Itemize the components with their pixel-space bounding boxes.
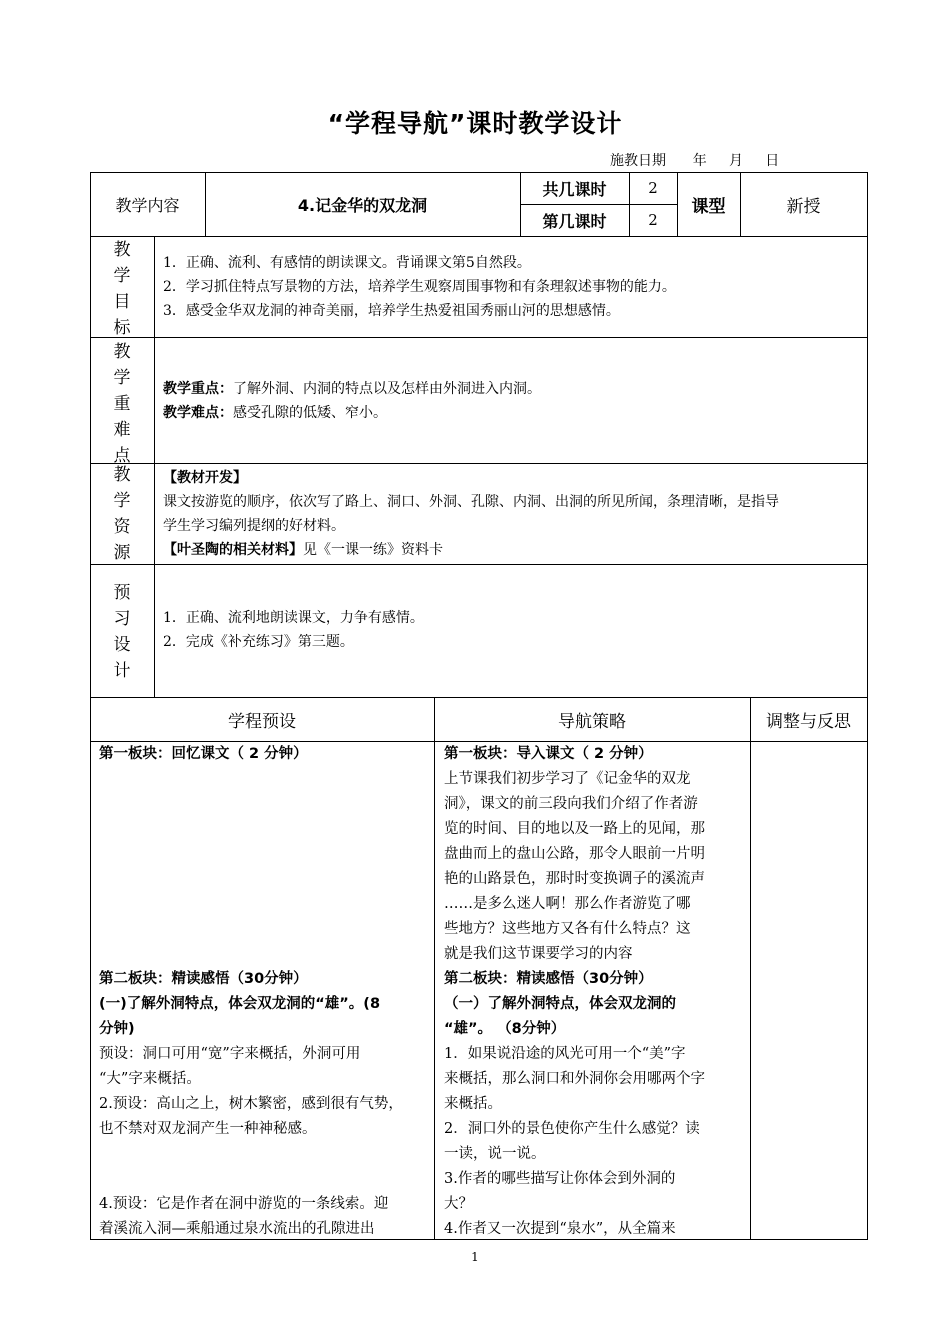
goal-item: 3．感受金华双龙洞的神奇美丽，培养学生热爱祖国秀丽山河的思想感情。 (163, 303, 620, 319)
middle-intro-line: 上节课我们初步学习了《记金华的双龙 (444, 771, 691, 787)
lesson-type-label: 课型 (691, 196, 726, 217)
left-sub-1a: (一)了解外洞特点，体会双龙洞的“雄”。(8 (99, 996, 381, 1012)
resources-label: 教学资源 (113, 465, 131, 563)
preview-item: 1．正确、流利地朗读课文，力争有感情。 (163, 610, 424, 626)
preview-list (163, 606, 863, 654)
left-section-1: 第一板块：回忆课文（ 2 分钟） (99, 746, 308, 762)
middle-intro-line: 盘曲而上的盘山公路，那令人眼前一片明 (444, 846, 705, 862)
left-column-part3 (99, 1192, 433, 1242)
left-p4b: 着溪流入洞—乘船通过泉水流出的孔隙进出 (99, 1221, 375, 1237)
middle-q1b: 来概括，那么洞口和外洞你会用哪两个字 (444, 1071, 705, 1087)
preview-label: 预习设计 (113, 583, 131, 681)
date-line: 施教日期 年 月 日 (610, 153, 780, 169)
content-label: 教学内容 (115, 195, 180, 215)
resources-heading-2: 【叶圣陶的相关材料】 (163, 542, 303, 558)
middle-q2b: 一读，说一说。 (444, 1146, 546, 1162)
middle-q1a: 1．如果说沿途的风光可用一个“美”字 (444, 1046, 686, 1062)
left-p1b: “大”字来概括。 (99, 1071, 201, 1087)
page-title: “学程导航”课时教学设计 (327, 109, 623, 138)
column-header-middle: 导航策略 (558, 711, 626, 732)
middle-sub-1a: （一）了解外洞特点，体会双龙洞的 (444, 996, 676, 1012)
middle-q1c: 来概括。 (444, 1096, 502, 1112)
middle-intro-line: 洞》，课文的前三段向我们介绍了作者游 (444, 796, 698, 812)
reflection-area (751, 742, 867, 1239)
preview-item: 2．完成《补充练习》第三题。 (163, 634, 354, 650)
key-points-content (163, 377, 863, 425)
lesson-title: 4.记金华的双龙洞 (297, 195, 428, 215)
middle-intro-line: 些地方？这些地方又各有什么特点？这 (444, 921, 691, 937)
resources-text-1a: 课文按游览的顺序，依次写了路上、洞口、外洞、孔隙、内洞、出洞的所见所闻，条理清晰，是指导 (163, 494, 779, 510)
middle-sub-1b: “雄”。 （8分钟） (444, 1021, 566, 1037)
which-period-label: 第几课时 (542, 211, 607, 231)
middle-intro-line: 览的时间、目的地以及一路上的见闻，那 (444, 821, 705, 837)
left-sub-1b: 分钟) (99, 1021, 135, 1037)
middle-intro-line: ……是多么迷人啊！那么作者游览了哪 (444, 896, 691, 912)
which-period-value: 2 (648, 211, 658, 229)
middle-q4: 4.作者又一次提到“泉水”，从全篇来 (444, 1221, 676, 1237)
left-section-2: 第二板块：精读感悟（30分钟） (99, 971, 308, 987)
left-p1a: 预设：洞口可用“宽”字来概括，外洞可用 (99, 1046, 361, 1062)
column-header-left: 学程预设 (228, 711, 296, 732)
middle-intro-line: 就是我们这节课要学习的内容 (444, 946, 633, 962)
resources-content (163, 466, 865, 562)
difficult-point-label: 教学难点： (163, 405, 233, 421)
page-number: 1 (471, 1250, 479, 1264)
key-points-label: 教学重难点 (113, 342, 131, 466)
goals-list (163, 251, 863, 323)
goal-item: 2．学习抓住特点写景物的方法，培养学生观察周围事物和有条理叙述事物的能力。 (163, 279, 676, 295)
key-point-label: 教学重点： (163, 381, 233, 397)
middle-intro-line: 艳的山路景色，那时时变换调子的溪流声 (444, 871, 705, 887)
left-column (99, 742, 431, 767)
lesson-type-value: 新授 (786, 196, 821, 217)
table-border-right (867, 172, 868, 1240)
left-column-part2 (99, 967, 433, 1142)
column-header-right: 调整与反思 (766, 711, 851, 732)
resources-text-1b: 学生学习编列提纲的好材料。 (163, 518, 345, 534)
middle-q3b: 大？ (444, 1196, 473, 1212)
left-p2b: 也不禁对双龙洞产生一种神秘感。 (99, 1121, 317, 1137)
left-p4a: 4.预设：它是作者在洞中游览的一条线索。迎 (99, 1196, 389, 1212)
goals-label: 教学目标 (113, 240, 131, 338)
middle-section-1: 第一板块：导入课文（ 2 分钟） (444, 746, 653, 762)
total-periods-label: 共几课时 (542, 179, 607, 199)
resources-heading-1: 【教材开发】 (163, 470, 247, 486)
goal-item: 1．正确、流利、有感情的朗读课文。背诵课文第5自然段。 (163, 255, 531, 271)
key-point-text: 了解外洞、内洞的特点以及怎样由外洞进入内洞。 (233, 381, 541, 397)
resources-text-2: 见《一课一练》资料卡 (303, 542, 443, 558)
middle-q2a: 2．洞口外的景色使你产生什么感觉？读 (444, 1121, 700, 1137)
difficult-point-text: 感受孔隙的低矮、窄小。 (233, 405, 387, 421)
left-p2a: 2.预设：高山之上，树木繁密，感到很有气势， (99, 1096, 403, 1112)
middle-section-2: 第二板块：精读感悟（30分钟） (444, 971, 653, 987)
total-periods-value: 2 (648, 179, 658, 197)
middle-column (444, 742, 748, 1242)
middle-q3a: 3.作者的哪些描写让你体会到外洞的 (444, 1171, 676, 1187)
